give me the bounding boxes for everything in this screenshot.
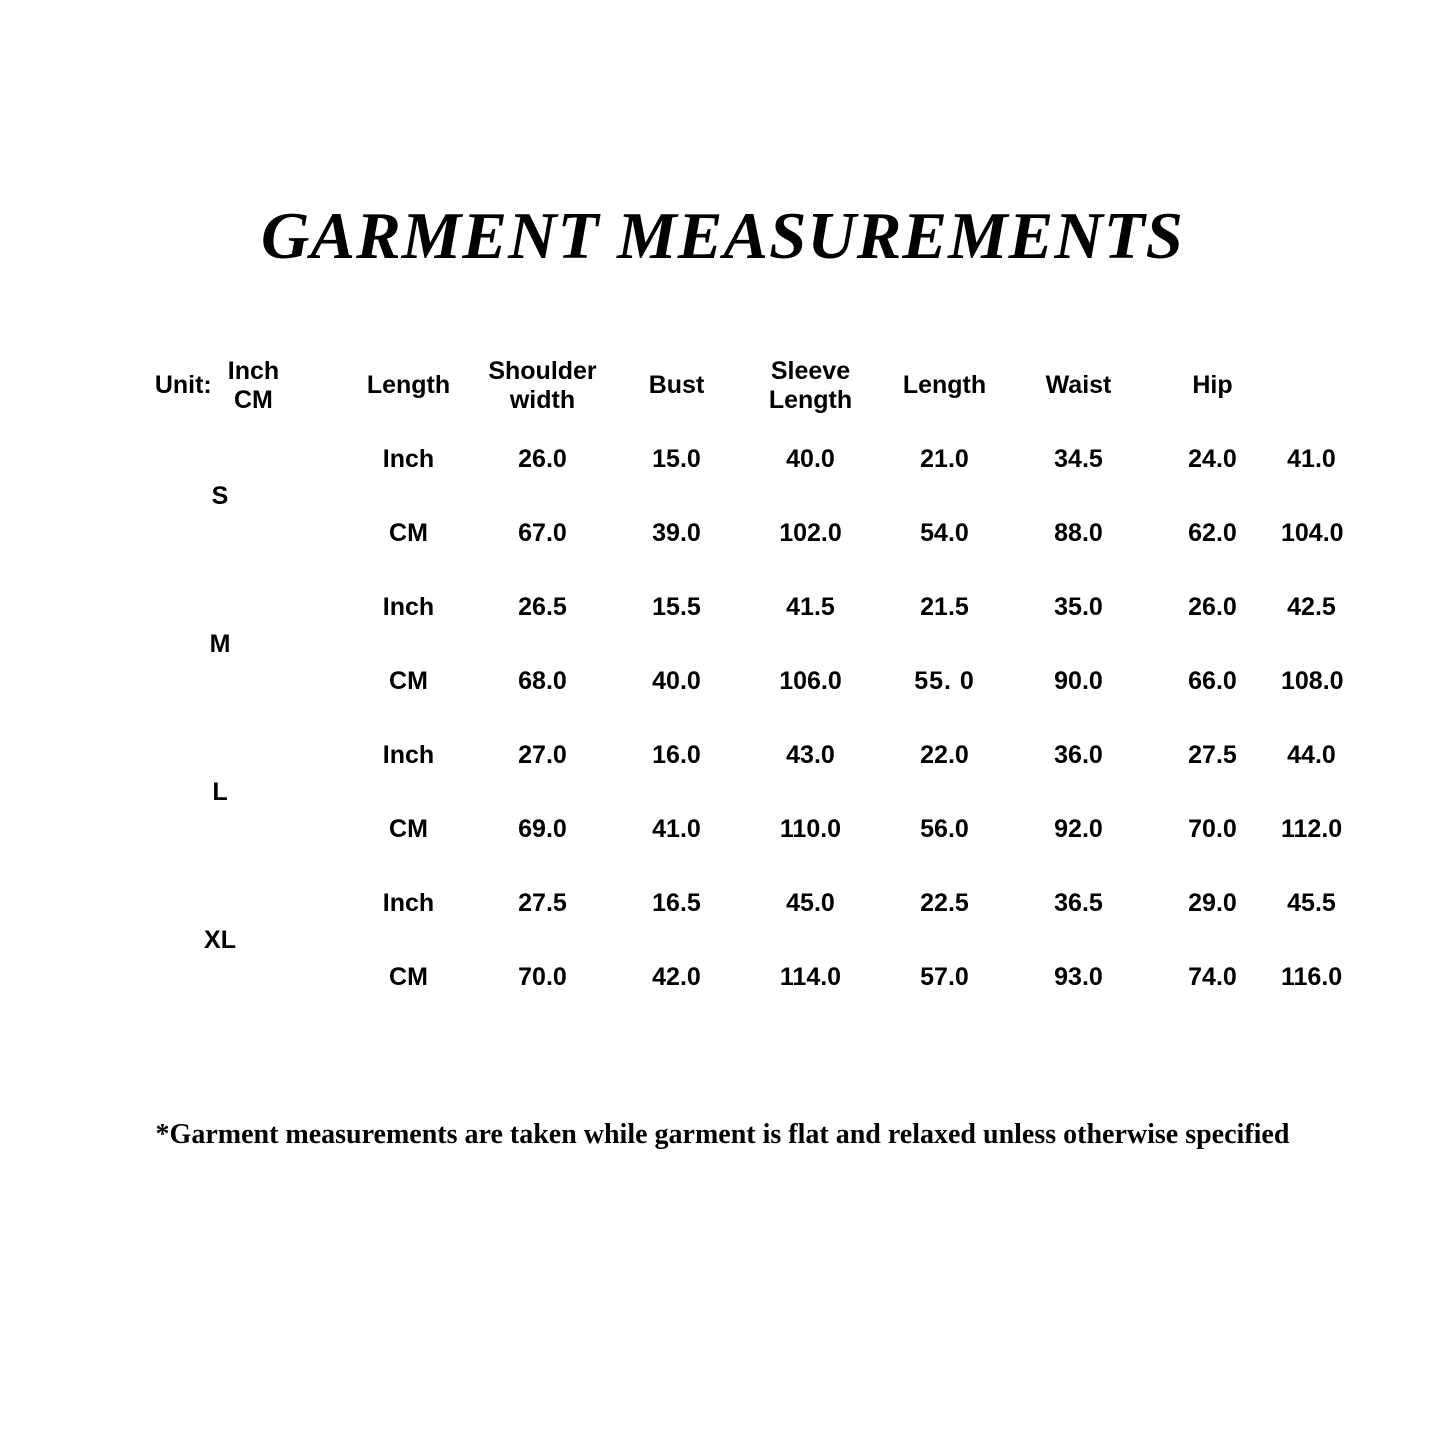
cell-s-cm-sleeve: 54.0 bbox=[879, 498, 1010, 569]
cell-m-inch-bust: 41.5 bbox=[745, 572, 876, 643]
cell-s-inch-hip: 41.0 bbox=[1281, 424, 1342, 495]
cell-l-inch-length1: 27.0 bbox=[477, 720, 608, 791]
column-header-bust: Bust bbox=[611, 350, 742, 421]
row-unit-inch: Inch bbox=[343, 868, 474, 939]
cell-s-inch-bust: 40.0 bbox=[745, 424, 876, 495]
cell-s-cm-waist: 62.0 bbox=[1147, 498, 1278, 569]
cell-xl-inch-hip: 45.5 bbox=[1281, 868, 1342, 939]
row-unit-cm: CM bbox=[343, 646, 474, 717]
table-body bbox=[100, 424, 1342, 1013]
cell-xl-cm-shoulder: 42.0 bbox=[611, 942, 742, 1013]
row-unit-inch: Inch bbox=[343, 720, 474, 791]
column-header-sleeve-length: Sleeve Length bbox=[745, 350, 876, 421]
cell-s-inch-waist: 24.0 bbox=[1147, 424, 1278, 495]
row-unit-cm: CM bbox=[343, 794, 474, 865]
cell-m-inch-length1: 26.5 bbox=[477, 572, 608, 643]
size-label-xl: XL bbox=[100, 868, 340, 1013]
cell-s-inch-length1: 26.0 bbox=[477, 424, 608, 495]
table-header-row bbox=[100, 350, 1342, 421]
cell-xl-cm-waist: 74.0 bbox=[1147, 942, 1278, 1013]
measurements-table-container bbox=[97, 347, 1345, 1016]
cell-l-cm-length2: 92.0 bbox=[1013, 794, 1144, 865]
row-unit-inch: Inch bbox=[343, 424, 474, 495]
cell-s-inch-shoulder: 15.0 bbox=[611, 424, 742, 495]
cell-xl-cm-length1: 70.0 bbox=[477, 942, 608, 1013]
column-header-length-1: Length bbox=[343, 350, 474, 421]
cell-m-cm-bust: 106.0 bbox=[745, 646, 876, 717]
cell-m-inch-shoulder: 15.5 bbox=[611, 572, 742, 643]
row-unit-inch: Inch bbox=[343, 572, 474, 643]
size-label-l: L bbox=[100, 720, 340, 865]
column-header-shoulder-width: Shoulder width bbox=[477, 350, 608, 421]
column-header-hip: Hip bbox=[1147, 350, 1278, 421]
cell-xl-inch-length2: 36.5 bbox=[1013, 868, 1144, 939]
cell-m-inch-hip: 42.5 bbox=[1281, 572, 1342, 643]
column-header-length-2: Length bbox=[879, 350, 1010, 421]
size-label-s: S bbox=[100, 424, 340, 569]
cell-xl-cm-bust: 114.0 bbox=[745, 942, 876, 1013]
cell-s-cm-length1: 67.0 bbox=[477, 498, 608, 569]
cell-xl-inch-sleeve: 22.5 bbox=[879, 868, 1010, 939]
unit-header-fraction bbox=[222, 357, 285, 415]
cell-s-inch-length2: 34.5 bbox=[1013, 424, 1144, 495]
cell-m-inch-sleeve: 21.5 bbox=[879, 572, 1010, 643]
cell-xl-cm-hip: 116.0 bbox=[1281, 942, 1342, 1013]
cell-m-inch-length2: 35.0 bbox=[1013, 572, 1144, 643]
table-row bbox=[100, 424, 1342, 495]
cell-l-cm-length1: 69.0 bbox=[477, 794, 608, 865]
cell-l-inch-hip: 44.0 bbox=[1281, 720, 1342, 791]
cell-xl-inch-waist: 29.0 bbox=[1147, 868, 1278, 939]
cell-m-cm-waist: 66.0 bbox=[1147, 646, 1278, 717]
cell-xl-cm-length2: 93.0 bbox=[1013, 942, 1144, 1013]
cell-m-inch-waist: 26.0 bbox=[1147, 572, 1278, 643]
cell-s-cm-hip: 104.0 bbox=[1281, 498, 1342, 569]
unit-header-label: Unit: bbox=[154, 371, 212, 400]
table-row bbox=[100, 868, 1342, 939]
cell-l-inch-shoulder: 16.0 bbox=[611, 720, 742, 791]
unit-header-inch: Inch bbox=[222, 357, 285, 389]
cell-l-cm-waist: 70.0 bbox=[1147, 794, 1278, 865]
cell-s-cm-bust: 102.0 bbox=[745, 498, 876, 569]
unit-header-cm: CM bbox=[234, 385, 273, 414]
cell-s-inch-sleeve: 21.0 bbox=[879, 424, 1010, 495]
cell-m-cm-shoulder: 40.0 bbox=[611, 646, 742, 717]
cell-l-inch-sleeve: 22.0 bbox=[879, 720, 1010, 791]
measurements-table bbox=[97, 347, 1345, 1016]
cell-s-cm-shoulder: 39.0 bbox=[611, 498, 742, 569]
cell-m-cm-length1: 68.0 bbox=[477, 646, 608, 717]
row-unit-cm: CM bbox=[343, 498, 474, 569]
cell-l-cm-hip: 112.0 bbox=[1281, 794, 1342, 865]
cell-xl-inch-bust: 45.0 bbox=[745, 868, 876, 939]
cell-l-inch-length2: 36.0 bbox=[1013, 720, 1144, 791]
cell-l-cm-bust: 110.0 bbox=[745, 794, 876, 865]
cell-xl-inch-length1: 27.5 bbox=[477, 868, 608, 939]
cell-l-inch-waist: 27.5 bbox=[1147, 720, 1278, 791]
unit-header-cell bbox=[100, 350, 340, 421]
table-row bbox=[100, 572, 1342, 643]
cell-l-inch-bust: 43.0 bbox=[745, 720, 876, 791]
table-row bbox=[100, 720, 1342, 791]
cell-m-cm-length2: 90.0 bbox=[1013, 646, 1144, 717]
cell-m-cm-sleeve: 55. 0 bbox=[879, 646, 1010, 717]
column-header-waist: Waist bbox=[1013, 350, 1144, 421]
footnote: *Garment measurements are taken while garment is flat and relaxed unless otherwise specified bbox=[155, 1119, 1290, 1150]
size-label-m: M bbox=[100, 572, 340, 717]
cell-xl-inch-shoulder: 16.5 bbox=[611, 868, 742, 939]
row-unit-cm: CM bbox=[343, 942, 474, 1013]
page-title: GARMENT MEASUREMENTS bbox=[261, 199, 1184, 273]
cell-m-cm-hip: 108.0 bbox=[1281, 646, 1342, 717]
cell-xl-cm-sleeve: 57.0 bbox=[879, 942, 1010, 1013]
cell-l-cm-sleeve: 56.0 bbox=[879, 794, 1010, 865]
cell-s-cm-length2: 88.0 bbox=[1013, 498, 1144, 569]
cell-l-cm-shoulder: 41.0 bbox=[611, 794, 742, 865]
